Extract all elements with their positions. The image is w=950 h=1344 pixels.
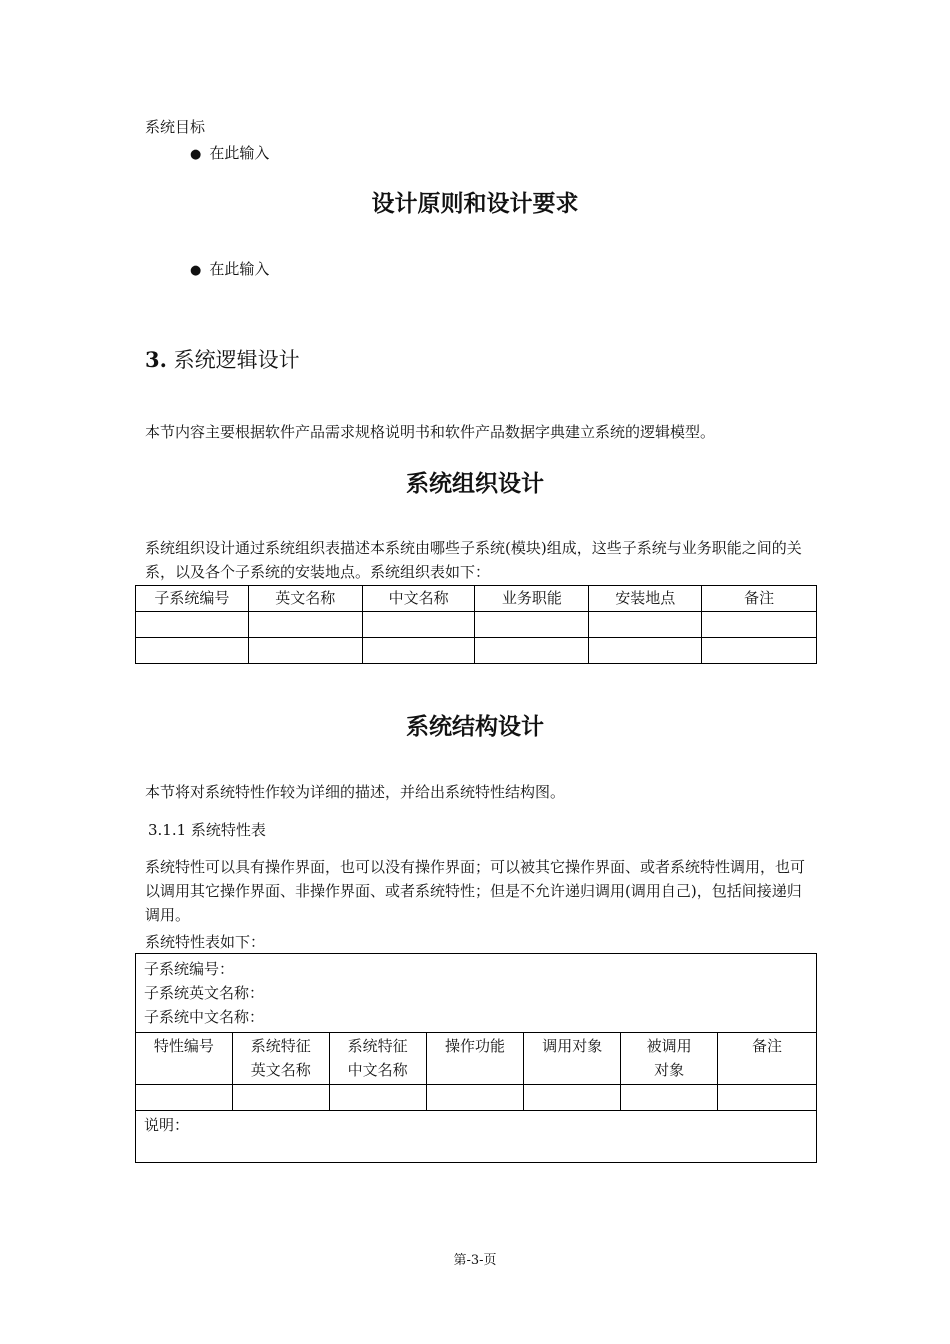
header-text: 调用对象 <box>542 1037 603 1055</box>
table-cell[interactable] <box>621 1085 718 1111</box>
table-cell[interactable] <box>426 1085 524 1111</box>
feature-info-cell <box>136 954 817 1033</box>
header-text: 系统特征 <box>250 1037 311 1055</box>
subsystem-id-label: 子系统编号： <box>144 960 235 978</box>
table-cell[interactable] <box>702 612 817 638</box>
org-col-function: 业务职能 <box>475 586 589 612</box>
table-cell[interactable] <box>136 638 249 664</box>
table-cell[interactable] <box>362 612 475 638</box>
org-col-remark: 备注 <box>702 586 817 612</box>
feature-table-intro: 系统特性表如下： <box>145 933 266 951</box>
heading-design-principles: 设计原则和设计要求 <box>371 191 579 217</box>
org-col-id: 子系统编号 <box>136 586 249 612</box>
table-row <box>136 1085 817 1111</box>
table-cell[interactable] <box>136 612 249 638</box>
goal-label: 系统目标 <box>145 118 206 136</box>
org-table-header <box>136 586 817 612</box>
table-cell[interactable] <box>248 612 362 638</box>
intro-paragraph: 本节内容主要根据软件产品需求规格说明书和软件产品数据字典建立系统的逻辑模型。 <box>145 423 716 441</box>
org-col-cn-name: 中文名称 <box>362 586 475 612</box>
heading-system-organization: 系统组织设计 <box>406 471 544 497</box>
table-cell[interactable] <box>589 638 702 664</box>
header-text: 系统特征 <box>347 1037 408 1055</box>
table-cell[interactable] <box>702 638 817 664</box>
org-table <box>135 585 817 664</box>
feature-col-remark <box>718 1033 817 1085</box>
table-row <box>136 638 817 664</box>
table-cell[interactable] <box>475 638 589 664</box>
note-label: 说明： <box>144 1116 190 1134</box>
subsystem-en-name-label: 子系统英文名称： <box>144 984 265 1002</box>
header-text: 被调用 <box>646 1037 692 1055</box>
org-description: 系统组织设计通过系统组织表描述本系统由哪些子系统(模块)组成，这些子系统与业务职能之间的关系，以及各个子系统的安装地点。系统组织表如下： <box>145 539 802 581</box>
feature-col-en-name <box>232 1033 329 1085</box>
table-cell[interactable] <box>362 638 475 664</box>
header-text: 中文名称 <box>347 1061 408 1079</box>
bullet-item-1: ● 在此输入 <box>190 141 269 167</box>
feature-description: 系统特性可以具有操作界面，也可以没有操作界面；可以被其它操作界面、或者系统特性调用，也可以调用其它操作界面、非操作界面、或者系统特性；但是不允许递归调用(调用自己)，包括间接递归调用。 <box>145 858 806 924</box>
header-text: 英文名称 <box>250 1061 311 1079</box>
org-col-location: 安装地点 <box>589 586 702 612</box>
bullet-item-2: ● 在此输入 <box>190 257 269 283</box>
feature-col-called-by <box>621 1033 718 1085</box>
feature-info-row <box>136 954 817 1033</box>
table-cell[interactable] <box>136 1085 233 1111</box>
feature-col-operation <box>426 1033 524 1085</box>
table-cell[interactable] <box>475 612 589 638</box>
feature-table <box>135 953 817 1163</box>
header-text: 对象 <box>654 1061 685 1079</box>
feature-col-id <box>136 1033 233 1085</box>
heading-system-structure: 系统结构设计 <box>406 714 544 740</box>
feature-col-cn-name <box>329 1033 426 1085</box>
header-text: 操作功能 <box>444 1037 505 1055</box>
feature-note-row <box>136 1111 817 1163</box>
org-col-en-name: 英文名称 <box>248 586 362 612</box>
table-cell[interactable] <box>248 638 362 664</box>
header-text: 特性编号 <box>153 1037 214 1055</box>
feature-table-header <box>136 1033 817 1085</box>
table-cell[interactable] <box>718 1085 817 1111</box>
structure-description: 本节将对系统特性作较为详细的描述，并给出系统特性结构图。 <box>145 783 566 801</box>
page-number: 第-3-页 <box>453 1253 497 1268</box>
table-row <box>136 612 817 638</box>
header-text: 备注 <box>752 1037 783 1055</box>
subsection-3-1-1: 3.1.1 系统特性表 <box>148 821 266 839</box>
table-cell[interactable] <box>524 1085 621 1111</box>
table-cell[interactable] <box>232 1085 329 1111</box>
table-cell[interactable] <box>589 612 702 638</box>
table-cell[interactable] <box>329 1085 426 1111</box>
subsystem-cn-name-label: 子系统中文名称： <box>144 1008 265 1026</box>
section-3-title: 系统逻辑设计 <box>173 348 300 372</box>
feature-col-calls <box>524 1033 621 1085</box>
section-3-number: 3. <box>145 347 167 372</box>
section-3-heading <box>145 344 300 374</box>
feature-note-cell[interactable] <box>136 1111 817 1163</box>
